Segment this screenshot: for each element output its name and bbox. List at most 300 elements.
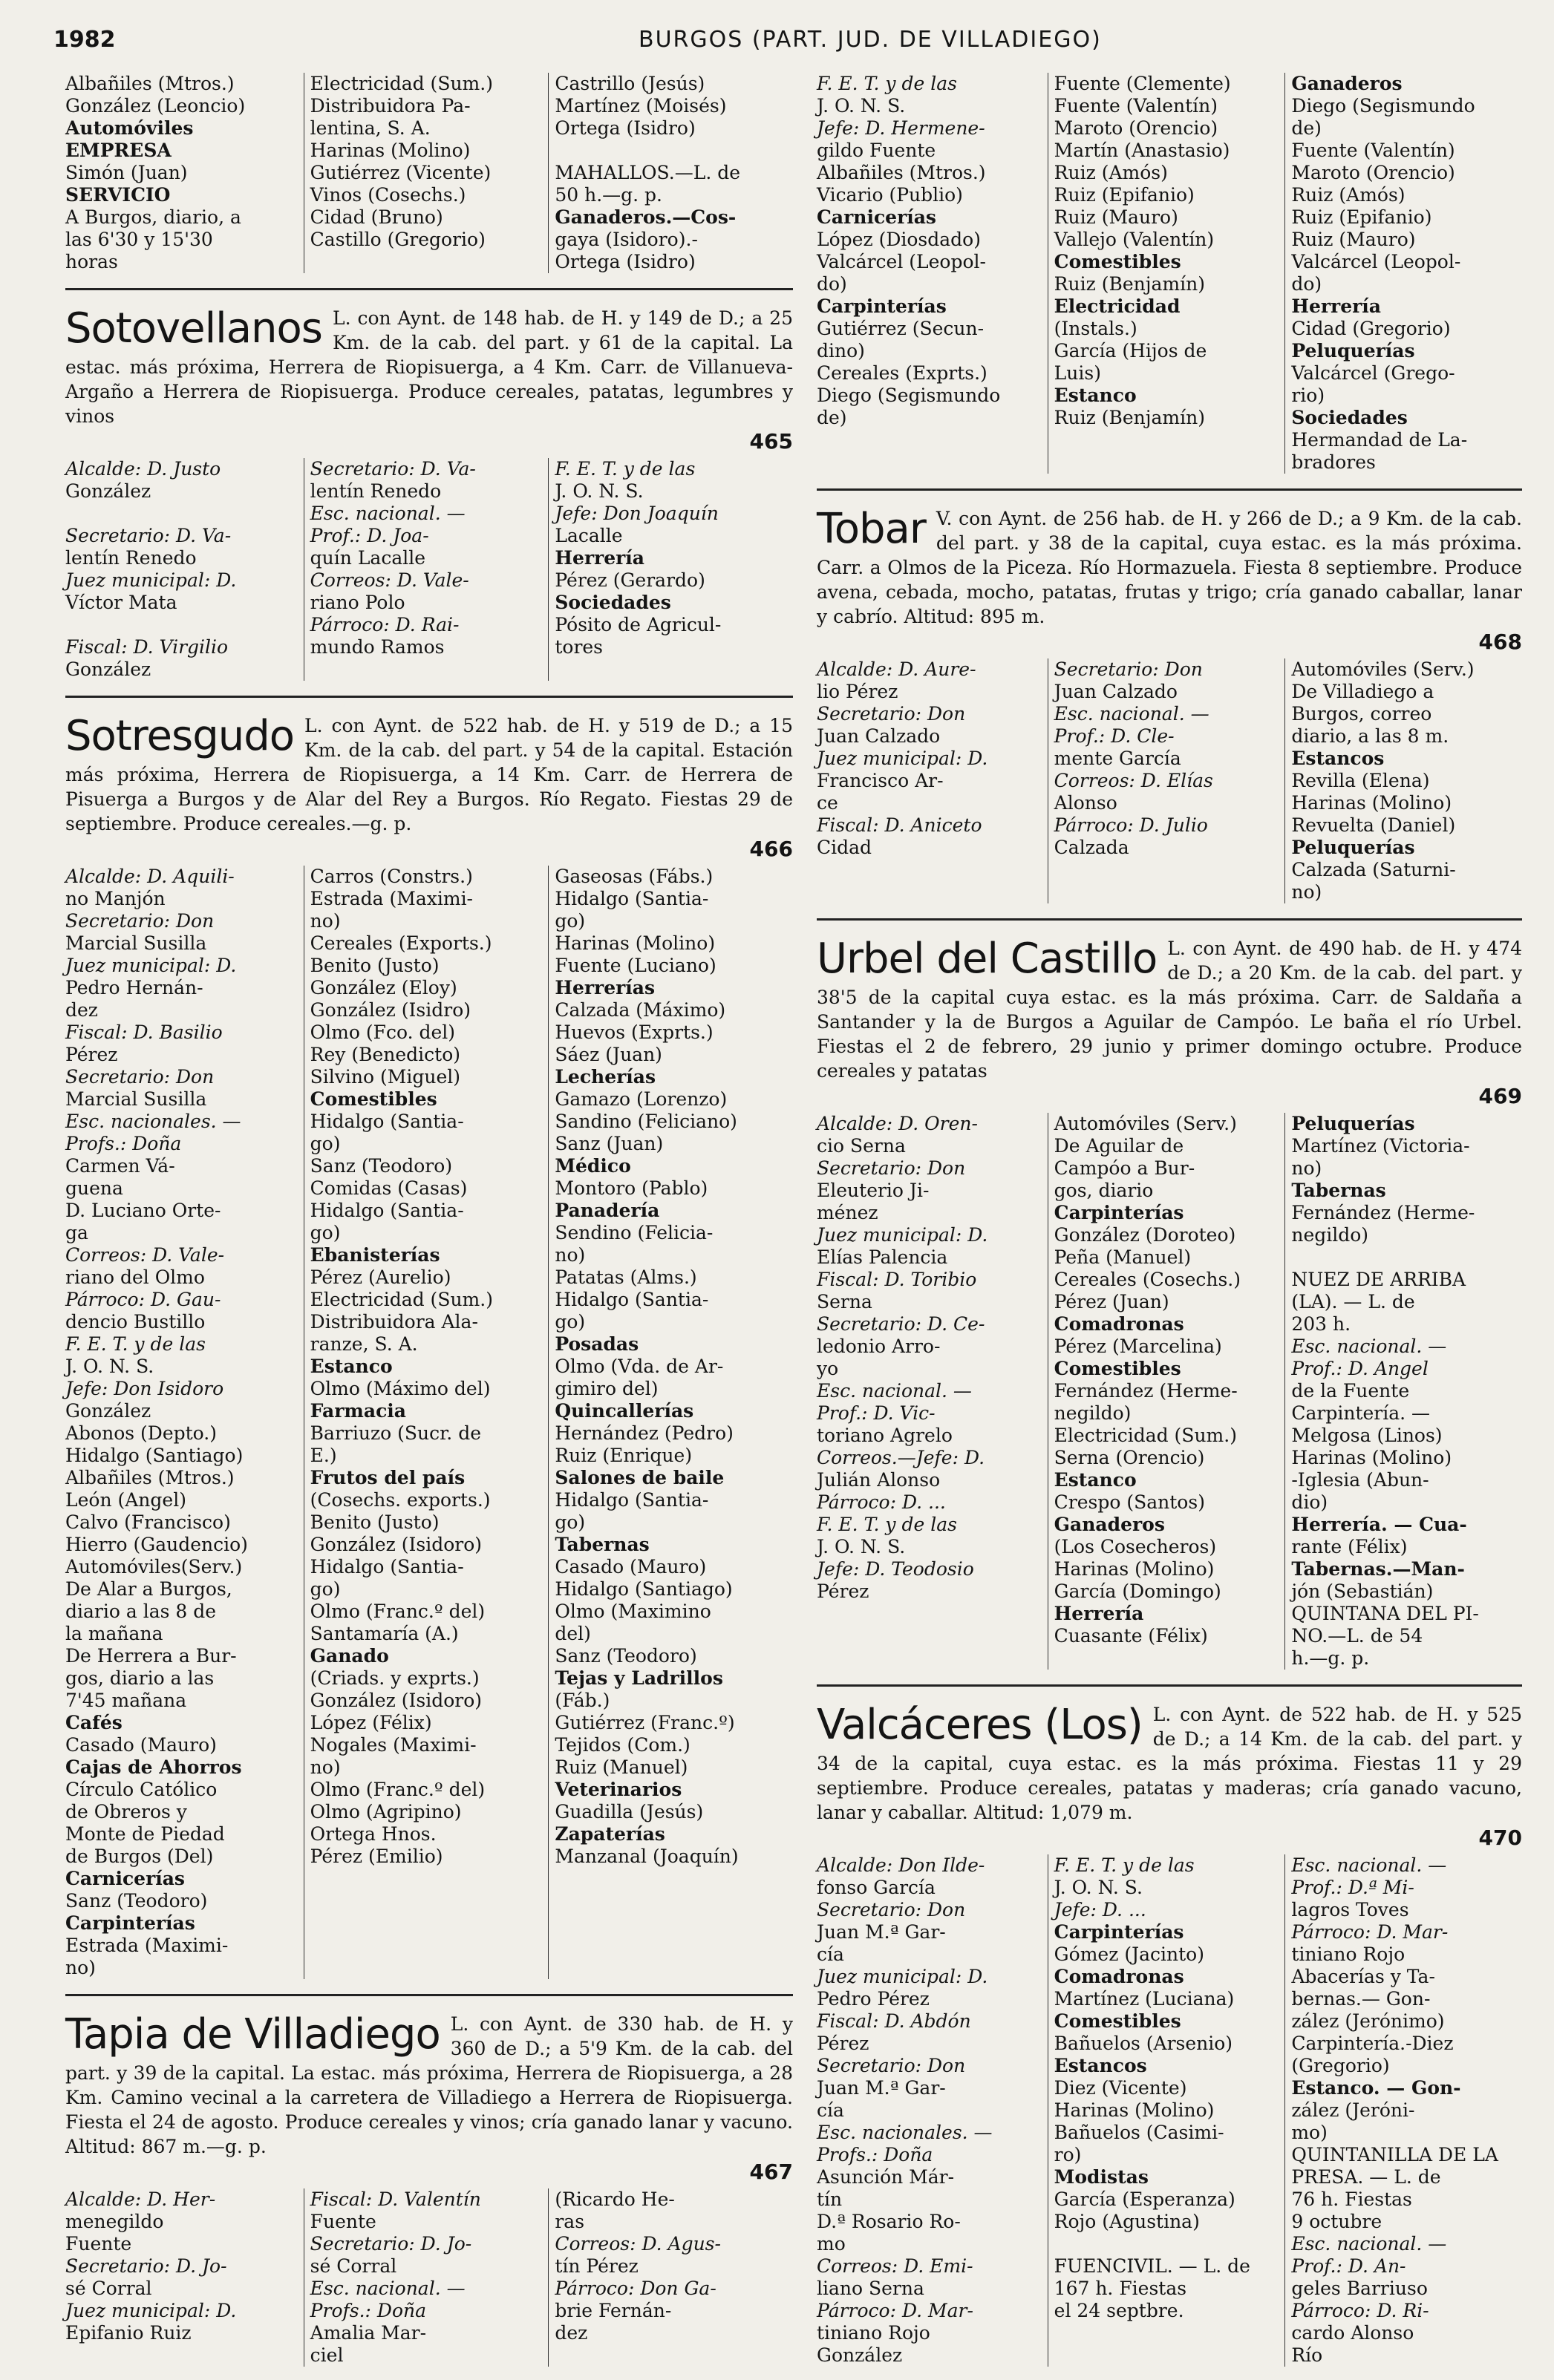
listing-line: Prof.: D. Joa- xyxy=(310,525,429,546)
listing-line: Peluquerías xyxy=(1291,1113,1415,1134)
listing-line xyxy=(1054,2233,1279,2255)
listing-line: cía xyxy=(817,2099,844,2121)
listing-line: Carmen Vá- xyxy=(65,1155,175,1177)
listing-line: Sáez (Juan) xyxy=(555,1044,662,1065)
listing-line: Casado (Mauro) xyxy=(555,1556,707,1578)
listing-line: Estrada (Maximi- xyxy=(310,888,474,909)
listing-line: Tabernas xyxy=(555,1534,650,1555)
listing-line: tín xyxy=(817,2188,843,2210)
listing-line: 9 octubre xyxy=(1291,2211,1382,2232)
listing-line: Sanz (Teodoro) xyxy=(310,1155,453,1177)
listing-line: López (Diosdado) xyxy=(817,229,981,250)
listing-line xyxy=(555,140,787,162)
listing-line: Asunción Már- xyxy=(817,2166,955,2188)
listing-line: Pósito de Agricul- xyxy=(555,614,722,635)
listing-line: Párroco: D. Rai- xyxy=(310,614,460,635)
listing-line: Párroco: D. Mar- xyxy=(1291,1921,1449,1943)
listing-line: Marcial Susilla xyxy=(65,1088,207,1110)
listing-line: Burgos, correo xyxy=(1291,703,1432,725)
listing-line: Fiscal: D. Aniceto xyxy=(817,814,982,836)
listing-line: Harinas (Molino) xyxy=(1054,2099,1215,2121)
listing-line: Sociedades xyxy=(555,592,671,613)
listing-line: gimiro del) xyxy=(555,1378,659,1399)
listing-line: Vinos (Cosechs.) xyxy=(310,184,466,206)
listing-line: Hidalgo (Santia- xyxy=(310,1556,464,1578)
listing-line: Rey (Benedicto) xyxy=(310,1044,461,1065)
listing-line: las 6'30 y 15'30 xyxy=(65,229,213,250)
listing-line: el 24 septbre. xyxy=(1054,2300,1184,2321)
listing-line: lentina, S. A. xyxy=(310,117,431,139)
listing-line: QUINTANA DEL PI- xyxy=(1291,1603,1479,1624)
divider xyxy=(817,1684,1522,1687)
listing-line: García (Domingo) xyxy=(1054,1580,1221,1602)
listing-line: Valcárcel (Leopol- xyxy=(1291,251,1461,272)
listing-line: Prof.: D. An- xyxy=(1291,2255,1406,2277)
listing-line: mundo Ramos xyxy=(310,636,445,658)
listing-line: Maroto (Orencio) xyxy=(1291,162,1455,183)
listing-column xyxy=(548,73,793,273)
listing-line: Carpinterías xyxy=(1054,1202,1184,1223)
entry-tobar xyxy=(817,507,1522,903)
listing-line: Prof.: D. Angel xyxy=(1291,1358,1429,1379)
listing-line: cía xyxy=(817,1943,844,1965)
listing-line: liano Serna xyxy=(817,2278,924,2299)
listing-line: Harinas (Molino) xyxy=(1291,792,1452,814)
listing-line: Serna (Orencio) xyxy=(1054,1447,1205,1468)
listing-line: González (Doroteo) xyxy=(1054,1224,1236,1246)
divider xyxy=(65,288,793,290)
listing-line: Jefe: D. ... xyxy=(1054,1899,1146,1920)
top-block-left-cols xyxy=(65,73,793,273)
listing-line: rio) xyxy=(1291,385,1325,406)
listing-line: Prof.: D. Vic- xyxy=(817,1402,936,1424)
listing-line: Casado (Mauro) xyxy=(65,1734,217,1756)
listing-line: Martínez (Moisés) xyxy=(555,95,727,117)
listing-line: Olmo (Franc.º del) xyxy=(310,1601,486,1622)
listing-line: Ruiz (Mauro) xyxy=(1291,229,1416,250)
listing-line: F. E. T. y de las xyxy=(817,73,957,94)
listing-line: Ruiz (Epifanio) xyxy=(1054,184,1195,206)
town-name: Urbel del Castillo xyxy=(817,935,1158,983)
listing-line: gos, diario xyxy=(1054,1180,1154,1201)
listing-line: Monte de Piedad xyxy=(65,1823,225,1845)
listing-line: lio Pérez xyxy=(817,681,898,702)
listing-line: Prof.: D. Cle- xyxy=(1054,725,1175,747)
listing-line: Peluquerías xyxy=(1291,837,1415,858)
listing-line: Electricidad (Sum.) xyxy=(1054,1425,1237,1446)
listing-line: Juan Calzado xyxy=(817,725,941,747)
listing-line: González (Isidro) xyxy=(310,999,471,1021)
listing-line: ménez xyxy=(817,1202,878,1223)
listing-line: fonso García xyxy=(817,1877,936,1898)
listing-column xyxy=(65,2188,304,2367)
entry-cols xyxy=(817,658,1522,903)
town-name: Tapia de Villadiego xyxy=(65,2010,440,2059)
listing-line: Herrería xyxy=(555,547,644,569)
listing-line xyxy=(65,503,298,525)
listing-column xyxy=(1048,1113,1285,1670)
listing-line: Herrería xyxy=(1054,1603,1144,1624)
listing-line: Tabernas xyxy=(1291,1180,1386,1201)
listing-line: rante (Félix) xyxy=(1291,1536,1408,1557)
listing-line: Olmo (Vda. de Ar- xyxy=(555,1356,724,1377)
listing-line: Ruiz (Amós) xyxy=(1054,162,1168,183)
listing-line: Diego (Segismundo xyxy=(1291,95,1475,117)
listing-line: Fernández (Herme- xyxy=(1054,1380,1238,1402)
listing-line: Estancos xyxy=(1054,2055,1147,2076)
listing-line: Sociedades xyxy=(1291,407,1408,428)
listing-line: Esc. nacional. — xyxy=(1291,1336,1447,1357)
listing-line: Secretario: Don xyxy=(65,1066,215,1088)
listing-line: Correos: D. Agus- xyxy=(555,2233,721,2255)
listing-line: Cidad (Gregorio) xyxy=(1291,318,1451,339)
listing-line: ras xyxy=(555,2211,585,2232)
listing-line: Correos: D. Vale- xyxy=(65,1244,225,1266)
divider xyxy=(817,918,1522,921)
listing-line: Herrerías xyxy=(555,977,656,998)
listing-line: Maroto (Orencio) xyxy=(1054,117,1218,139)
listing-line: sé Corral xyxy=(65,2278,152,2299)
listing-line: Julián Alonso xyxy=(817,1469,941,1491)
listing-line: no) xyxy=(310,910,341,932)
listing-column xyxy=(304,458,549,681)
listing-line: Esc. nacional. — xyxy=(310,2278,466,2299)
listing-line: Estancos xyxy=(1291,748,1385,769)
listing-line: Víctor Mata xyxy=(65,592,177,613)
listing-line: Automóviles xyxy=(65,117,194,139)
listing-line: Ortega (Isidro) xyxy=(555,251,696,272)
listing-line: González xyxy=(65,658,151,680)
listing-line: J. O. N. S. xyxy=(817,95,906,117)
listing-line: go) xyxy=(555,910,586,932)
listing-line: Patatas (Alms.) xyxy=(555,1266,697,1288)
listing-line: Carnicerías xyxy=(817,206,937,228)
listing-line: Panadería xyxy=(555,1200,660,1221)
listing-line: Pérez (Marcelina) xyxy=(1054,1336,1222,1357)
listing-line: Río xyxy=(1291,2344,1323,2366)
listing-line: Diego (Segismundo xyxy=(817,385,1001,406)
listing-line: Correos: D. Elías xyxy=(1054,770,1213,791)
listing-line: NO.—L. de 54 xyxy=(1291,1625,1423,1647)
listing-line: Párroco: D. ... xyxy=(817,1491,946,1513)
listing-line: de la Fuente xyxy=(1291,1380,1410,1402)
divider xyxy=(65,696,793,698)
listing-line: Secretario: Don xyxy=(65,910,215,932)
listing-line: Modistas xyxy=(1054,2166,1149,2188)
listing-line: Huevos (Exprts.) xyxy=(555,1021,714,1043)
listing-line: D.ª Rosario Ro- xyxy=(817,2211,961,2232)
listing-line: Pedro Pérez xyxy=(817,1988,930,2010)
listing-line: Campóo a Bur- xyxy=(1054,1157,1195,1179)
listing-line: Bañuelos (Arsenio) xyxy=(1054,2033,1233,2054)
listing-line: Sendino (Felicia- xyxy=(555,1222,714,1243)
listing-line: Peluquerías xyxy=(1291,340,1415,362)
listing-line: Ruiz (Mauro) xyxy=(1054,206,1178,228)
listing-line: Automóviles (Serv.) xyxy=(1291,658,1475,680)
listing-line: Hidalgo (Santia- xyxy=(555,1289,709,1310)
listing-line: Epifanio Ruiz xyxy=(65,2322,192,2344)
listing-line: NUEZ DE ARRIBA xyxy=(1291,1269,1466,1290)
listing-line: ce xyxy=(817,792,838,814)
listing-line: negildo) xyxy=(1291,1224,1369,1246)
listing-line: Pérez xyxy=(817,1580,869,1602)
listing-line: geles Barriuso xyxy=(1291,2278,1428,2299)
listing-line: Rojo (Agustina) xyxy=(1054,2211,1200,2232)
listing-line: (Criads. y exprts.) xyxy=(310,1667,480,1689)
listing-line: Hierro (Gaudencio) xyxy=(65,1534,248,1555)
listing-line: Nogales (Maximi- xyxy=(310,1734,477,1756)
listing-line: Jefe: D. Hermene- xyxy=(817,117,985,139)
listing-line: Estanco xyxy=(310,1356,393,1377)
entry-cols xyxy=(65,2188,793,2367)
listing-column xyxy=(1048,658,1285,903)
listing-line: (Los Cosecheros) xyxy=(1054,1536,1217,1557)
listing-line: go) xyxy=(555,1311,586,1333)
listing-line: Veterinarios xyxy=(555,1779,682,1800)
listing-line: no) xyxy=(1291,881,1322,903)
listing-line: mo) xyxy=(1291,2122,1328,2143)
listing-line: J. O. N. S. xyxy=(1054,1877,1143,1898)
listing-line: Gutiérrez (Secun- xyxy=(817,318,985,339)
listing-line: Albañiles (Mtros.) xyxy=(65,73,235,94)
entry-number: 468 xyxy=(1478,630,1522,654)
listing-line: Revuelta (Daniel) xyxy=(1291,814,1456,836)
listing-line: bernas.— Gon- xyxy=(1291,1988,1431,2010)
listing-line: (LA). — L. de xyxy=(1291,1291,1415,1312)
listing-line: 76 h. Fiestas xyxy=(1291,2188,1412,2210)
listing-line: D. Luciano Orte- xyxy=(65,1200,221,1221)
listing-line: F. E. T. y de las xyxy=(1054,1854,1195,1876)
listing-line: riano Polo xyxy=(310,592,405,613)
listing-line: Fuente xyxy=(310,2211,376,2232)
listing-line: Abonos (Depto.) xyxy=(65,1422,217,1444)
listing-line: zález (Jeróni- xyxy=(1291,2099,1415,2121)
listing-line: ranze, S. A. xyxy=(310,1333,418,1355)
listing-line: Hermandad de La- xyxy=(1291,429,1468,451)
listing-line: Esc. nacional. — xyxy=(310,503,466,524)
listing-line: cardo Alonso xyxy=(1291,2322,1414,2344)
listing-line: Cuasante (Félix) xyxy=(1054,1625,1208,1647)
listing-line: Melgosa (Linos) xyxy=(1291,1425,1443,1446)
listing-line: do) xyxy=(1291,273,1322,295)
listing-line: Juez municipal: D. xyxy=(817,1224,988,1246)
listing-line: González xyxy=(817,2344,903,2366)
listing-line: SERVICIO xyxy=(65,184,171,206)
listing-column xyxy=(817,1854,1048,2367)
listing-line: Comestibles xyxy=(310,1088,437,1110)
listing-line: Alonso xyxy=(1054,792,1117,814)
town-description: V. con Aynt. de 256 hab. de H. y 266 de D.; a 9 Km. de la cab. del part. y 38 de la capital, cuya estac. es la más próxima. Carr. a Olmos de la Piceza. Río Hormazuela. Fiesta 8 septiembre. Produce avena, cebada, mocho, patatas, frutas y trigo; cría ganado caballar, lanar y cabrío. Altitud: 895 m. xyxy=(817,508,1522,627)
listing-line: Ganaderos xyxy=(1291,73,1403,94)
listing-line: Carnicerías xyxy=(65,1868,186,1889)
listing-line: Carpinterías xyxy=(1054,1921,1184,1943)
listing-line: dez xyxy=(65,999,98,1021)
listing-line: Olmo (Fco. del) xyxy=(310,1021,456,1043)
listing-line: lentín Renedo xyxy=(65,547,197,569)
listing-line: tores xyxy=(555,636,604,658)
entry-number: 465 xyxy=(749,429,793,454)
listing-line: la mañana xyxy=(65,1623,163,1644)
listing-line: -Iglesia (Abun- xyxy=(1291,1469,1429,1491)
listing-line: Esc. nacionales. — xyxy=(65,1111,241,1132)
listing-line: Carpinterías xyxy=(817,295,947,317)
listing-line: Martínez (Luciana) xyxy=(1054,1988,1235,2010)
listing-line: Comestibles xyxy=(1054,1358,1181,1379)
listing-line: Párroco: D. Mar- xyxy=(817,2300,973,2321)
listing-line: gos, diario a las xyxy=(65,1667,215,1689)
listing-line: Juez municipal: D. xyxy=(65,569,237,591)
town-name: Sotresgudo xyxy=(65,712,295,760)
listing-line: Vicario (Publio) xyxy=(817,184,963,206)
listing-line xyxy=(1291,1246,1516,1269)
listing-line: Ortega Hnos. xyxy=(310,1823,437,1845)
listing-line: Santamaría (A.) xyxy=(310,1623,459,1644)
listing-line: Juan M.ª Gar- xyxy=(817,1921,946,1943)
listing-line: Castillo (Gregorio) xyxy=(310,229,486,250)
listing-line: Farmacia xyxy=(310,1400,406,1422)
listing-line: go) xyxy=(310,1578,341,1600)
listing-line: MAHALLOS.—L. de xyxy=(555,162,741,183)
listing-line: Luis) xyxy=(1054,362,1101,384)
listing-line: Fuente (Luciano) xyxy=(555,955,716,976)
listing-line: Estrada (Maximi- xyxy=(65,1935,229,1956)
top-block-right xyxy=(817,73,1522,474)
listing-column xyxy=(304,866,549,1979)
listing-line: Harinas (Molino) xyxy=(555,932,716,954)
listing-column xyxy=(548,2188,793,2367)
listing-line: Electricidad (Sum.) xyxy=(310,73,493,94)
listing-line: Médico xyxy=(555,1155,631,1177)
listing-line: Herrería xyxy=(1291,295,1381,317)
listing-line: riano del Olmo xyxy=(65,1266,205,1288)
listing-line: Jefe: Don Isidoro xyxy=(65,1378,224,1399)
listing-line: Ruiz (Amós) xyxy=(1291,184,1406,206)
listing-column xyxy=(65,73,304,273)
listing-line: Secretario: Don xyxy=(817,2055,966,2076)
entry-number: 466 xyxy=(749,837,793,861)
listing-line: E.) xyxy=(310,1445,337,1466)
listing-line: León (Angel) xyxy=(65,1489,186,1511)
listing-line: Juez municipal: D. xyxy=(817,748,988,769)
listing-line: gaya (Isidoro).- xyxy=(555,229,698,250)
listing-line: lentín Renedo xyxy=(310,480,442,502)
listing-line: Herrería. — Cua- xyxy=(1291,1514,1467,1535)
listing-line: cio Serna xyxy=(817,1135,906,1157)
listing-line: Ruiz (Benjamín) xyxy=(1054,273,1205,295)
right-column xyxy=(817,68,1522,2380)
listing-line: De Aguilar de xyxy=(1054,1135,1184,1157)
top-block-right-cols xyxy=(817,73,1522,474)
listing-line: Carpinterías xyxy=(65,1912,195,1934)
listing-line: J. O. N. S. xyxy=(555,480,644,502)
listing-line: Francisco Ar- xyxy=(817,770,944,791)
listing-line: diario a las 8 de xyxy=(65,1601,217,1622)
listing-line: Esc. nacional. — xyxy=(817,1380,972,1402)
listing-line: Jefe: Don Joaquín xyxy=(555,503,719,524)
listing-column xyxy=(304,73,549,273)
page-header xyxy=(45,13,1515,55)
entry-urbel xyxy=(817,937,1522,1670)
listing-line: Fuente (Clemente) xyxy=(1054,73,1231,94)
listing-line: go) xyxy=(310,1133,341,1154)
listing-line: Amalia Mar- xyxy=(310,2322,427,2344)
listing-line: Fiscal: D. Valentín xyxy=(310,2188,481,2210)
listing-line: Alcalde: Don Ilde- xyxy=(817,1854,985,1876)
listing-line: Cafés xyxy=(65,1712,123,1733)
listing-line: Fernández (Herme- xyxy=(1291,1202,1475,1223)
listing-line: F. E. T. y de las xyxy=(65,1333,206,1355)
listing-line: guena xyxy=(65,1177,123,1199)
listing-line: Fuente (Valentín) xyxy=(1291,140,1455,161)
listing-line: Comestibles xyxy=(1054,251,1181,272)
listing-line: Posadas xyxy=(555,1333,639,1355)
listing-line: Juez municipal: D. xyxy=(65,2300,237,2321)
listing-line: 7'45 mañana xyxy=(65,1690,187,1711)
listing-line: tiniano Rojo xyxy=(817,2322,930,2344)
listing-line: Electricidad (Sum.) xyxy=(310,1289,493,1310)
listing-line: menegildo xyxy=(65,2211,164,2232)
town-description: L. con Aynt. de 330 hab. de H. y 360 de D.; a 5'9 Km. de la cab. del part. y 39 de la capital. La estac. más próxima, Herrera de Riopisuerga, a 28 Km. Camino vecinal a la carretera de Villadiego a Herrera de Riopisuerga. Fiesta el 24 de agosto. Produce cereales y vinos; cría ganado lanar y vacuno. Altitud: 867 m.—g. p. xyxy=(65,2013,793,2157)
listing-line: Profs.: Doña xyxy=(310,2300,426,2321)
listing-line: González xyxy=(65,1400,151,1422)
listing-line: Martín (Anastasio) xyxy=(1054,140,1230,161)
listing-line: Ebanisterías xyxy=(310,1244,440,1266)
listing-line: Albañiles (Mtros.) xyxy=(65,1467,235,1488)
listing-line: Montoro (Pablo) xyxy=(555,1177,708,1199)
listing-line: Zapaterías xyxy=(555,1823,665,1845)
listing-line: Secretario: D. Va- xyxy=(310,458,476,480)
listing-line: Hidalgo (Santia- xyxy=(310,1200,464,1221)
listing-line: Fuente (Valentín) xyxy=(1054,95,1218,117)
top-block-left xyxy=(65,73,793,273)
listing-line: J. O. N. S. xyxy=(817,1536,906,1557)
listing-line: lagros Toves xyxy=(1291,1899,1409,1920)
listing-line: J. O. N. S. xyxy=(65,1356,154,1377)
listing-line: López (Félix) xyxy=(310,1712,432,1733)
listing-line: Secretario: D. Jo- xyxy=(65,2255,227,2277)
entry-cols xyxy=(817,1113,1522,1670)
listing-line: del) xyxy=(555,1623,591,1644)
listing-line: Fiscal: D. Abdón xyxy=(817,2010,971,2032)
listing-line: González (Isidoro) xyxy=(310,1690,483,1711)
listing-line: mente García xyxy=(1054,748,1181,769)
listing-line: Párroco: D. Ri- xyxy=(1291,2300,1429,2321)
listing-line: no Manjón xyxy=(65,888,166,909)
listing-line: Pérez (Juan) xyxy=(1054,1291,1169,1312)
listing-line: González (Isidoro) xyxy=(310,1534,483,1555)
listing-line: Fiscal: D. Virgilio xyxy=(65,636,229,658)
listing-line: Párroco: D. Gau- xyxy=(65,1289,221,1310)
listing-line: toriano Agrelo xyxy=(817,1425,953,1446)
listing-line: go) xyxy=(555,1511,586,1533)
listing-line: ga xyxy=(65,1222,88,1243)
listing-line: no) xyxy=(1291,1157,1322,1179)
listing-column xyxy=(1284,73,1522,474)
listing-line: Carpintería. — xyxy=(1291,1402,1431,1424)
listing-line: Gómez (Jacinto) xyxy=(1054,1943,1204,1965)
listing-line: Comadronas xyxy=(1054,1966,1184,1987)
listing-line: Silvino (Miguel) xyxy=(310,1066,461,1088)
listing-line: Sanz (Teodoro) xyxy=(555,1645,697,1667)
listing-line: quín Lacalle xyxy=(310,547,426,569)
town-description: L. con Aynt. de 522 hab. de H. y 519 de D.; a 15 Km. de la cab. del part. y 54 de la capital. Estación más próxima, Herrera de Riopisuerga, a 14 Km. Carr. de Herrera de Pisuerga a Burgos y de Alar del Rey a Burgos. Río Regato. Fiestas 29 de septiembre. Produce cereales.—g. p. xyxy=(65,715,793,834)
listing-line: (Instals.) xyxy=(1054,318,1137,339)
listing-line: Simón (Juan) xyxy=(65,162,188,183)
listing-line: diario, a las 8 m. xyxy=(1291,725,1449,747)
listing-line: Ruiz (Manuel) xyxy=(555,1756,688,1778)
listing-line: Estanco xyxy=(1054,385,1137,406)
listing-line: yo xyxy=(817,1358,839,1379)
